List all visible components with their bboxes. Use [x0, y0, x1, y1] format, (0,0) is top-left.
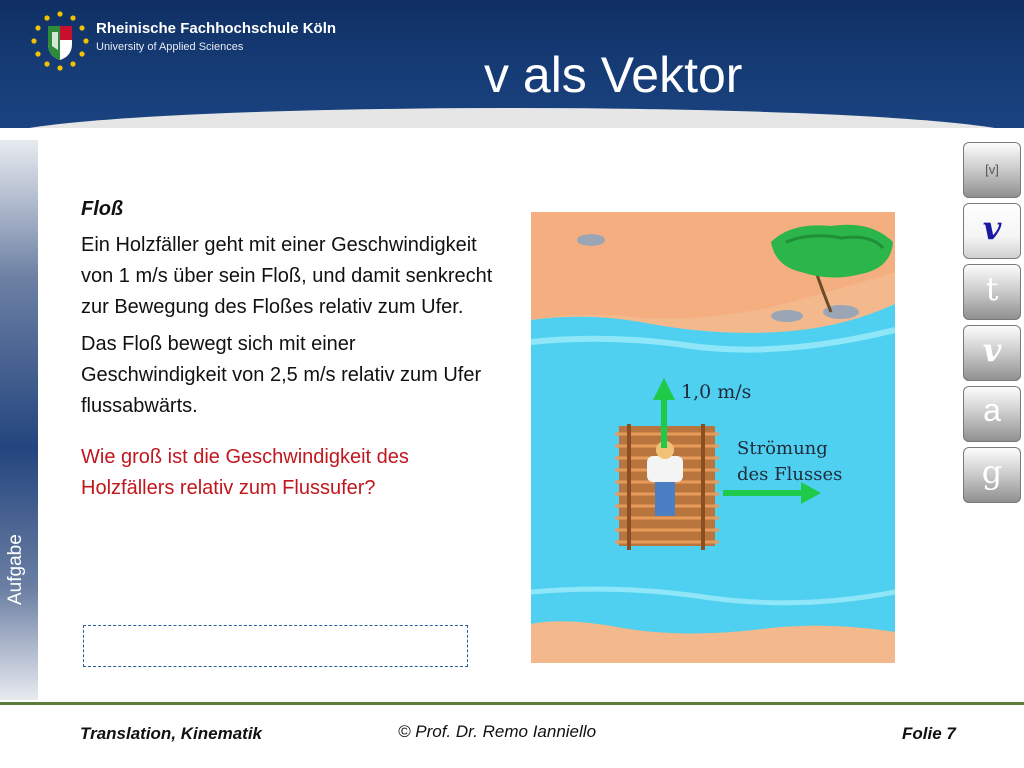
university-logo: [28, 10, 92, 72]
nav-button-velocity[interactable]: [963, 203, 1021, 259]
slide-title: v als Vektor: [484, 47, 743, 103]
footer-divider: [0, 702, 1024, 705]
nav-button-label: v: [982, 331, 1002, 369]
nav-button-label: [v]: [985, 162, 999, 177]
nav-button-velocity-vector[interactable]: [963, 142, 1021, 198]
nav-button-label: a: [983, 392, 1001, 428]
section-label: Aufgabe: [5, 534, 26, 605]
footer-author: © Prof. Dr. Remo Ianniello: [398, 722, 597, 741]
slide-header: [0, 0, 1024, 128]
raft-illustration: [531, 212, 895, 663]
nav-button-gravity[interactable]: [963, 447, 1021, 503]
velocity-label: 1,0 m/s: [681, 381, 752, 403]
nav-button-time[interactable]: [963, 264, 1021, 320]
org-subtitle: University of Applied Sciences: [96, 41, 244, 53]
org-name: Rheinische Fachhochschule Köln: [96, 20, 337, 37]
problem-paragraph-2: Das Floß bewegt sich mit einer Geschwindigkeit von 2,5 m/s relativ zum Ufer flussabwärts.: [81, 333, 482, 417]
section-sidebar: [0, 140, 38, 700]
nav-button-label: g: [981, 453, 1003, 491]
footer-topic: Translation, Kinematik: [80, 724, 263, 743]
nav-button-label: t: [985, 270, 999, 308]
current-label-line1: Strömung: [737, 438, 828, 459]
problem-heading: Floß: [81, 198, 124, 220]
answer-box[interactable]: [83, 625, 468, 667]
problem-paragraph-1: Ein Holzfäller geht mit einer Geschwindigkeit von 1 m/s über sein Floß, und damit senkrecht zur Bewegung des Floßes relativ zum Ufer.: [81, 234, 493, 318]
problem-question: Wie groß ist die Geschwindigkeit des Holzfällers relativ zum Flussufer?: [81, 446, 409, 499]
problem-text: [81, 194, 501, 524]
slide-number: Folie 7: [902, 724, 956, 743]
nav-button-acceleration[interactable]: [963, 386, 1021, 442]
header-curve: [0, 108, 1024, 128]
nav-button-label: v: [982, 209, 1002, 247]
current-label-line2: des Flusses: [737, 464, 843, 485]
nav-button-velocity-2[interactable]: [963, 325, 1021, 381]
